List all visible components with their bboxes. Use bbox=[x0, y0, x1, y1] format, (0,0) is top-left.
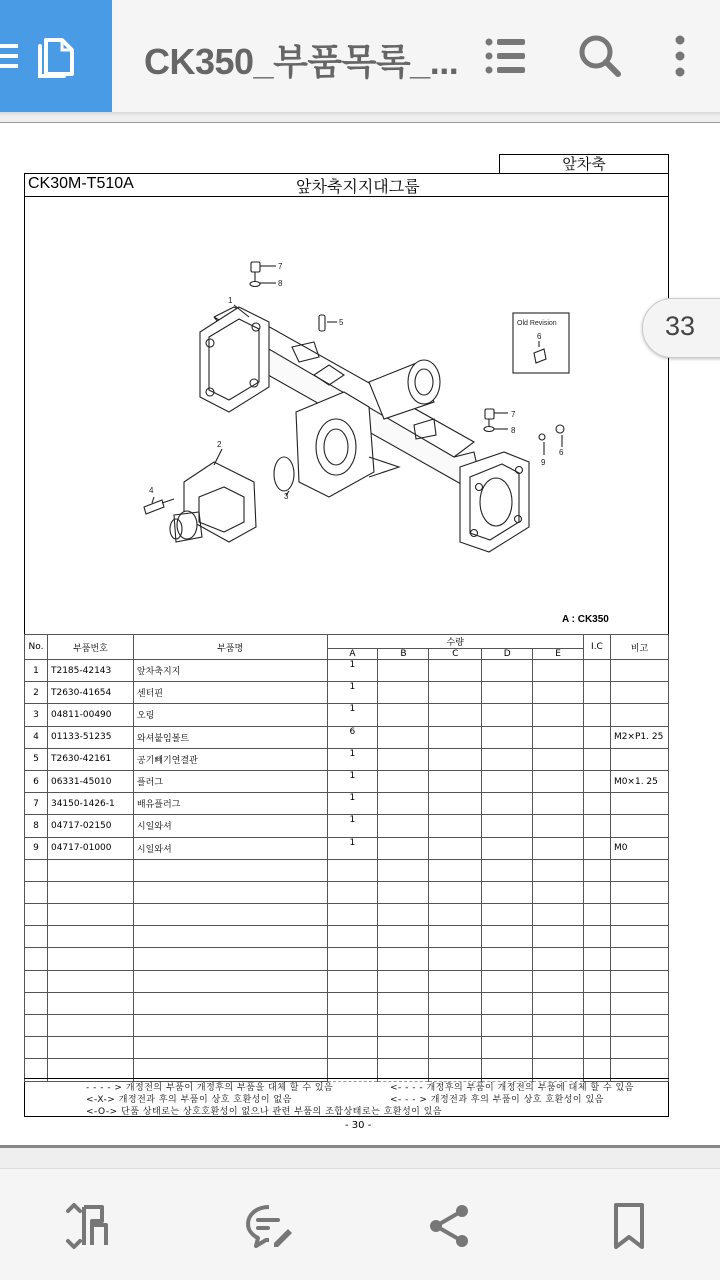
row-remark bbox=[610, 682, 668, 704]
empty-cell bbox=[47, 948, 133, 970]
empty-cell bbox=[25, 904, 48, 926]
row-no: 5 bbox=[25, 748, 48, 770]
row-part-no: 04811-00490 bbox=[47, 704, 133, 726]
row-qty-empty bbox=[378, 726, 429, 748]
row-remark bbox=[610, 793, 668, 815]
row-qty-empty bbox=[533, 704, 584, 726]
empty-cell bbox=[133, 859, 327, 881]
legend bbox=[24, 1078, 669, 1117]
empty-cell bbox=[47, 1015, 133, 1037]
row-qty-empty bbox=[429, 748, 482, 770]
empty-cell bbox=[610, 881, 668, 903]
row-part-name: 시일와셔 bbox=[133, 837, 327, 859]
row-part-name: 플러그 bbox=[133, 770, 327, 792]
empty-cell bbox=[327, 970, 378, 992]
row-part-no: 04717-02150 bbox=[47, 815, 133, 837]
empty-cell bbox=[533, 881, 584, 903]
empty-cell bbox=[429, 1015, 482, 1037]
row-qty-empty bbox=[533, 726, 584, 748]
empty-cell bbox=[47, 1037, 133, 1059]
empty-cell bbox=[133, 970, 327, 992]
row-part-name: 센터핀 bbox=[133, 682, 327, 704]
empty-cell bbox=[610, 926, 668, 948]
col-remark: 비고 bbox=[610, 635, 668, 660]
empty-cell bbox=[429, 926, 482, 948]
table-row-empty bbox=[25, 970, 669, 992]
empty-cell bbox=[25, 859, 48, 881]
col-qty-a: A bbox=[327, 649, 378, 660]
empty-cell bbox=[583, 1015, 610, 1037]
empty-cell bbox=[533, 948, 584, 970]
row-qty-empty bbox=[429, 770, 482, 792]
empty-cell bbox=[429, 859, 482, 881]
empty-cell bbox=[133, 992, 327, 1014]
empty-cell bbox=[327, 1015, 378, 1037]
table-row-empty bbox=[25, 904, 669, 926]
row-qty-empty bbox=[533, 815, 584, 837]
table-row[interactable] bbox=[25, 704, 669, 726]
empty-cell bbox=[482, 992, 533, 1014]
table-row[interactable] bbox=[25, 748, 669, 770]
row-part-name: 와셔붙임볼트 bbox=[133, 726, 327, 748]
row-part-name: 공기빼기연결관 bbox=[133, 748, 327, 770]
row-qty-empty bbox=[378, 770, 429, 792]
col-qty-d: D bbox=[482, 649, 533, 660]
exploded-parts-diagram bbox=[24, 197, 669, 632]
empty-cell bbox=[429, 970, 482, 992]
bottom-toolbar bbox=[0, 1168, 720, 1280]
empty-cell bbox=[482, 926, 533, 948]
row-qty-a: 1 bbox=[327, 793, 378, 815]
row-remark: M2×P1. 25 bbox=[610, 726, 668, 748]
row-qty-empty bbox=[482, 682, 533, 704]
empty-cell bbox=[583, 948, 610, 970]
legend-line1-right: <- - - - 개정후의 부품이 개정전의 부품에 대체 할 수 있음 bbox=[390, 1083, 634, 1093]
empty-cell bbox=[47, 904, 133, 926]
more-vert-icon[interactable] bbox=[654, 30, 706, 82]
empty-cell bbox=[429, 992, 482, 1014]
row-qty-empty bbox=[482, 815, 533, 837]
row-part-name: 오링 bbox=[133, 704, 327, 726]
page-indicator-number: 33 bbox=[665, 311, 696, 341]
empty-cell bbox=[25, 881, 48, 903]
app-bar bbox=[0, 0, 720, 112]
empty-cell bbox=[378, 926, 429, 948]
table-row[interactable] bbox=[25, 726, 669, 748]
row-qty-empty bbox=[429, 837, 482, 859]
table-row-empty bbox=[25, 926, 669, 948]
row-part-no: 01133-51235 bbox=[47, 726, 133, 748]
row-ic bbox=[583, 748, 610, 770]
empty-cell bbox=[25, 1037, 48, 1059]
row-part-no: T2630-42161 bbox=[47, 748, 133, 770]
callout-6: 6 bbox=[559, 448, 564, 457]
row-part-name: 앞차축지지 bbox=[133, 660, 327, 682]
row-qty-empty bbox=[482, 726, 533, 748]
section-tab-label: 앞차축 bbox=[499, 154, 669, 174]
callout-1: 1 bbox=[228, 296, 233, 305]
row-no: 4 bbox=[25, 726, 48, 748]
empty-cell bbox=[25, 1015, 48, 1037]
row-qty-empty bbox=[429, 815, 482, 837]
empty-cell bbox=[47, 881, 133, 903]
empty-cell bbox=[133, 1015, 327, 1037]
table-row[interactable] bbox=[25, 682, 669, 704]
row-qty-empty bbox=[482, 660, 533, 682]
row-part-no: 06331-45010 bbox=[47, 770, 133, 792]
model-note: A : CK350 bbox=[562, 614, 609, 625]
row-remark bbox=[610, 704, 668, 726]
row-qty-empty bbox=[533, 682, 584, 704]
old-revision-label: Old Revision bbox=[517, 320, 557, 327]
empty-cell bbox=[378, 1015, 429, 1037]
row-ic bbox=[583, 837, 610, 859]
empty-cell bbox=[133, 881, 327, 903]
row-qty-empty bbox=[429, 682, 482, 704]
empty-cell bbox=[327, 1037, 378, 1059]
table-row[interactable] bbox=[25, 837, 669, 859]
empty-cell bbox=[533, 904, 584, 926]
table-row-empty bbox=[25, 1015, 669, 1037]
empty-cell bbox=[133, 904, 327, 926]
table-row[interactable] bbox=[25, 793, 669, 815]
empty-cell bbox=[378, 859, 429, 881]
row-part-no: T2630-41654 bbox=[47, 682, 133, 704]
row-part-no: T2185-42143 bbox=[47, 660, 133, 682]
empty-cell bbox=[327, 992, 378, 1014]
row-qty-a: 1 bbox=[327, 837, 378, 859]
empty-cell bbox=[610, 1037, 668, 1059]
comment-edit-icon[interactable] bbox=[244, 1201, 294, 1251]
empty-cell bbox=[583, 926, 610, 948]
empty-cell bbox=[482, 1037, 533, 1059]
page-indicator[interactable] bbox=[642, 298, 720, 358]
legend-line2-right: <- - - > 개정전과 후의 부품이 상호 호환성이 있음 bbox=[390, 1095, 604, 1105]
legend-line3: <-O-> 단품 상태로는 상호호환성이 없으나 관련 부품의 조합상태로는 호환성이 있음 bbox=[86, 1107, 443, 1117]
empty-cell bbox=[47, 992, 133, 1014]
empty-cell bbox=[533, 1015, 584, 1037]
table-row[interactable] bbox=[25, 815, 669, 837]
search-icon[interactable] bbox=[574, 30, 626, 82]
row-ic bbox=[583, 660, 610, 682]
document-title: CK350_부품목록_... bbox=[144, 41, 459, 82]
col-qty-e: E bbox=[533, 649, 584, 660]
row-ic bbox=[583, 726, 610, 748]
row-no: 8 bbox=[25, 815, 48, 837]
row-ic bbox=[583, 793, 610, 815]
empty-cell bbox=[610, 1015, 668, 1037]
callout-7-right: 7 bbox=[511, 410, 516, 419]
empty-cell bbox=[583, 904, 610, 926]
empty-cell bbox=[378, 904, 429, 926]
table-row-empty bbox=[25, 1037, 669, 1059]
row-remark: M0×1. 25 bbox=[610, 770, 668, 792]
empty-cell bbox=[378, 1037, 429, 1059]
empty-cell bbox=[610, 859, 668, 881]
parts-table bbox=[24, 634, 669, 1082]
row-qty-empty bbox=[429, 793, 482, 815]
empty-cell bbox=[327, 948, 378, 970]
empty-cell bbox=[327, 859, 378, 881]
empty-cell bbox=[25, 970, 48, 992]
empty-cell bbox=[429, 881, 482, 903]
empty-cell bbox=[378, 970, 429, 992]
empty-cell bbox=[533, 859, 584, 881]
row-ic bbox=[583, 682, 610, 704]
share-icon[interactable] bbox=[424, 1201, 474, 1251]
empty-cell bbox=[327, 926, 378, 948]
empty-cell bbox=[47, 926, 133, 948]
empty-cell bbox=[378, 948, 429, 970]
empty-cell bbox=[47, 970, 133, 992]
row-qty-empty bbox=[482, 837, 533, 859]
row-qty-empty bbox=[429, 704, 482, 726]
empty-cell bbox=[327, 904, 378, 926]
empty-cell bbox=[429, 904, 482, 926]
col-qty-b: B bbox=[378, 649, 429, 660]
row-qty-a: 6 bbox=[327, 726, 378, 748]
table-row-empty bbox=[25, 948, 669, 970]
row-qty-empty bbox=[378, 660, 429, 682]
row-qty-a: 1 bbox=[327, 748, 378, 770]
empty-cell bbox=[610, 904, 668, 926]
empty-cell bbox=[610, 948, 668, 970]
empty-cell bbox=[583, 859, 610, 881]
empty-cell bbox=[47, 859, 133, 881]
empty-cell bbox=[429, 948, 482, 970]
callout-9: 9 bbox=[541, 458, 546, 467]
row-qty-empty bbox=[533, 660, 584, 682]
empty-cell bbox=[583, 881, 610, 903]
row-ic bbox=[583, 815, 610, 837]
row-no: 1 bbox=[25, 660, 48, 682]
row-qty-empty bbox=[482, 770, 533, 792]
row-remark bbox=[610, 748, 668, 770]
row-no: 6 bbox=[25, 770, 48, 792]
empty-cell bbox=[533, 970, 584, 992]
empty-cell bbox=[25, 992, 48, 1014]
callout-3: 3 bbox=[284, 492, 289, 501]
col-qty-c: C bbox=[429, 649, 482, 660]
fit-page-icon[interactable] bbox=[62, 1201, 112, 1251]
legend-line2-left: <-X-> 개정전과 후의 부품이 상호 호환성이 없음 bbox=[86, 1095, 292, 1105]
row-qty-empty bbox=[429, 726, 482, 748]
callout-8: 8 bbox=[278, 279, 283, 288]
callout-6-old: 6 bbox=[537, 332, 542, 341]
empty-cell bbox=[610, 992, 668, 1014]
row-qty-a: 1 bbox=[327, 815, 378, 837]
empty-cell bbox=[429, 1037, 482, 1059]
group-code: CK30M-T510A bbox=[28, 175, 134, 192]
empty-cell bbox=[482, 881, 533, 903]
row-part-no: 04717-01000 bbox=[47, 837, 133, 859]
row-qty-empty bbox=[378, 815, 429, 837]
row-qty-empty bbox=[533, 793, 584, 815]
menu-icon[interactable] bbox=[0, 34, 20, 78]
app-bar-shadow bbox=[0, 112, 720, 116]
empty-cell bbox=[133, 948, 327, 970]
callout-7: 7 bbox=[278, 262, 283, 271]
row-qty-a: 1 bbox=[327, 770, 378, 792]
col-ic: I.C bbox=[583, 635, 610, 660]
row-qty-empty bbox=[533, 748, 584, 770]
callout-8-right: 8 bbox=[511, 426, 516, 435]
table-row[interactable] bbox=[25, 770, 669, 792]
row-no: 9 bbox=[25, 837, 48, 859]
row-qty-a: 1 bbox=[327, 660, 378, 682]
row-qty-a: 1 bbox=[327, 704, 378, 726]
row-qty-empty bbox=[482, 748, 533, 770]
table-row[interactable] bbox=[25, 660, 669, 682]
row-part-name: 배유플러그 bbox=[133, 793, 327, 815]
empty-cell bbox=[482, 948, 533, 970]
callout-2: 2 bbox=[217, 440, 222, 449]
empty-cell bbox=[25, 948, 48, 970]
row-part-name: 시일와셔 bbox=[133, 815, 327, 837]
empty-cell bbox=[482, 970, 533, 992]
empty-cell bbox=[327, 881, 378, 903]
callout-5: 5 bbox=[339, 318, 344, 327]
table-row-empty bbox=[25, 859, 669, 881]
empty-cell bbox=[25, 926, 48, 948]
col-part-name: 부품명 bbox=[133, 635, 327, 660]
row-qty-empty bbox=[378, 682, 429, 704]
row-no: 2 bbox=[25, 682, 48, 704]
empty-cell bbox=[482, 1015, 533, 1037]
row-qty-empty bbox=[482, 793, 533, 815]
empty-cell bbox=[133, 1037, 327, 1059]
row-qty-empty bbox=[533, 770, 584, 792]
row-qty-empty bbox=[378, 748, 429, 770]
empty-cell bbox=[610, 970, 668, 992]
row-remark: M0 bbox=[610, 837, 668, 859]
bookmark-icon[interactable] bbox=[604, 1201, 654, 1251]
list-icon[interactable] bbox=[482, 30, 534, 82]
empty-cell bbox=[583, 992, 610, 1014]
empty-cell bbox=[378, 881, 429, 903]
row-qty-a: 1 bbox=[327, 682, 378, 704]
row-qty-empty bbox=[378, 704, 429, 726]
empty-cell bbox=[482, 904, 533, 926]
empty-cell bbox=[378, 992, 429, 1014]
document-copy-icon bbox=[36, 32, 78, 80]
empty-cell bbox=[533, 926, 584, 948]
empty-cell bbox=[533, 992, 584, 1014]
row-qty-empty bbox=[378, 837, 429, 859]
empty-cell bbox=[533, 1037, 584, 1059]
document-page-number: - 30 - bbox=[345, 1120, 372, 1131]
legend-line1-left: - - - - > 개정전의 부품이 개정후의 부품을 대체 할 수 있음 bbox=[86, 1083, 334, 1093]
row-qty-empty bbox=[482, 704, 533, 726]
table-row-empty bbox=[25, 992, 669, 1014]
col-part-no: 부품번호 bbox=[47, 635, 133, 660]
row-qty-empty bbox=[378, 793, 429, 815]
col-no: No. bbox=[25, 635, 48, 660]
group-name: 앞차축지지대그룹 bbox=[296, 177, 420, 196]
row-qty-empty bbox=[533, 837, 584, 859]
col-qty: 수량 bbox=[327, 635, 583, 649]
document-list-button[interactable] bbox=[0, 0, 112, 112]
table-row-empty bbox=[25, 881, 669, 903]
callout-4: 4 bbox=[149, 486, 154, 495]
row-ic bbox=[583, 770, 610, 792]
empty-cell bbox=[583, 1037, 610, 1059]
row-remark bbox=[610, 660, 668, 682]
empty-cell bbox=[482, 859, 533, 881]
row-no: 7 bbox=[25, 793, 48, 815]
empty-cell bbox=[583, 970, 610, 992]
group-header bbox=[24, 173, 669, 197]
row-no: 3 bbox=[25, 704, 48, 726]
empty-cell bbox=[133, 926, 327, 948]
row-part-no: 34150-1426-1 bbox=[47, 793, 133, 815]
row-ic bbox=[583, 704, 610, 726]
row-remark bbox=[610, 815, 668, 837]
row-qty-empty bbox=[429, 660, 482, 682]
